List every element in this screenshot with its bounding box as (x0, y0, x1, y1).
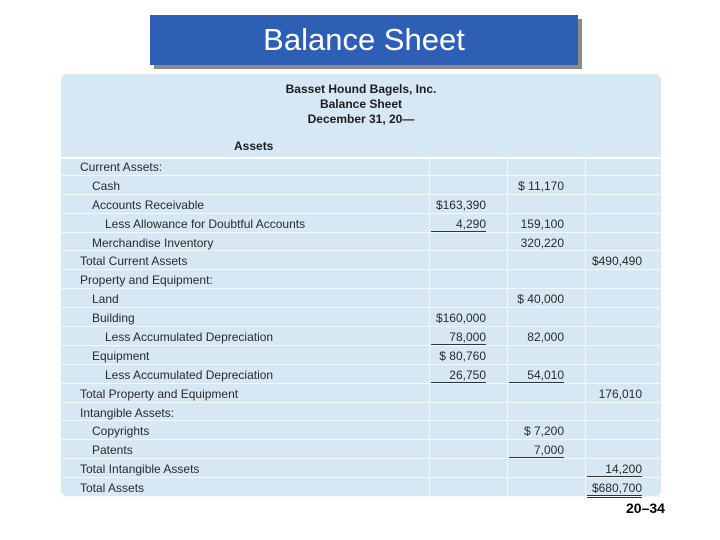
table-row (61, 327, 661, 346)
table-row (61, 403, 661, 422)
company-name: Basset Hound Bagels, Inc. (285, 82, 437, 96)
row-label: Total Current Assets (80, 254, 188, 269)
col2-value: $ 11,170 (518, 178, 564, 193)
table-row (61, 233, 661, 252)
col3-value: $490,490 (591, 254, 642, 269)
row-label: Merchandise Inventory (92, 235, 214, 250)
col1-value: $163,390 (435, 197, 486, 212)
row-label: Current Assets: (80, 160, 163, 174)
row-label: Cash (92, 178, 121, 193)
table-row (61, 270, 661, 289)
row-label: Land (92, 292, 119, 307)
slide-title: Balance Sheet (150, 15, 578, 65)
col3-value: 176,010 (598, 386, 642, 401)
col3-value: $680,700 (587, 481, 642, 498)
statement-date: December 31, 20— (307, 112, 415, 126)
col2-value: $ 7,200 (523, 424, 564, 439)
row-label: Total Intangible Assets (80, 462, 200, 477)
row-label: Property and Equipment: (80, 273, 213, 288)
col2-value: 7,000 (509, 443, 564, 458)
row-label: Less Accumulated Depreciation (105, 330, 274, 345)
table-row (61, 308, 661, 327)
col2-value: 54,010 (509, 368, 564, 383)
table-row (61, 214, 661, 233)
row-label: Copyrights (92, 424, 150, 439)
row-label: Less Allowance for Doubtful Accounts (105, 216, 306, 231)
statement-name: Balance Sheet (319, 97, 403, 111)
table-row (61, 157, 661, 176)
table-row (61, 384, 661, 403)
section-header-assets: Assets (234, 139, 274, 153)
row-label: Intangible Assets: (80, 405, 175, 420)
table-row (61, 478, 661, 497)
row-label: Total Property and Equipment (80, 386, 239, 401)
col2-value: $ 40,000 (517, 292, 564, 307)
col1-value: 26,750 (431, 368, 486, 383)
table-row (61, 421, 661, 440)
col2-value: 82,000 (527, 330, 564, 345)
row-label: Less Accumulated Depreciation (105, 367, 274, 382)
page-number: 20–34 (626, 500, 665, 516)
balance-sheet-panel (61, 74, 661, 496)
col1-value: 4,290 (431, 217, 486, 232)
row-label: Total Assets (80, 481, 145, 496)
table-row (61, 459, 661, 478)
col2-value: 159,100 (520, 216, 564, 231)
col1-value: 78,000 (431, 330, 486, 345)
table-row (61, 195, 661, 214)
table-row (61, 289, 661, 308)
table-row (61, 176, 661, 195)
table-row (61, 251, 661, 270)
table-row (61, 365, 661, 384)
table-row (61, 440, 661, 459)
col1-value: $160,000 (435, 311, 486, 326)
balance-sheet-table (61, 157, 661, 497)
col1-value: $ 80,760 (439, 348, 486, 363)
row-label: Patents (92, 443, 133, 458)
table-row (61, 346, 661, 365)
col2-value: 320,220 (509, 236, 564, 251)
col3-value: 14,200 (587, 462, 642, 477)
row-label: Accounts Receivable (92, 197, 205, 212)
row-label: Building (92, 311, 135, 326)
row-label: Equipment (92, 348, 150, 363)
